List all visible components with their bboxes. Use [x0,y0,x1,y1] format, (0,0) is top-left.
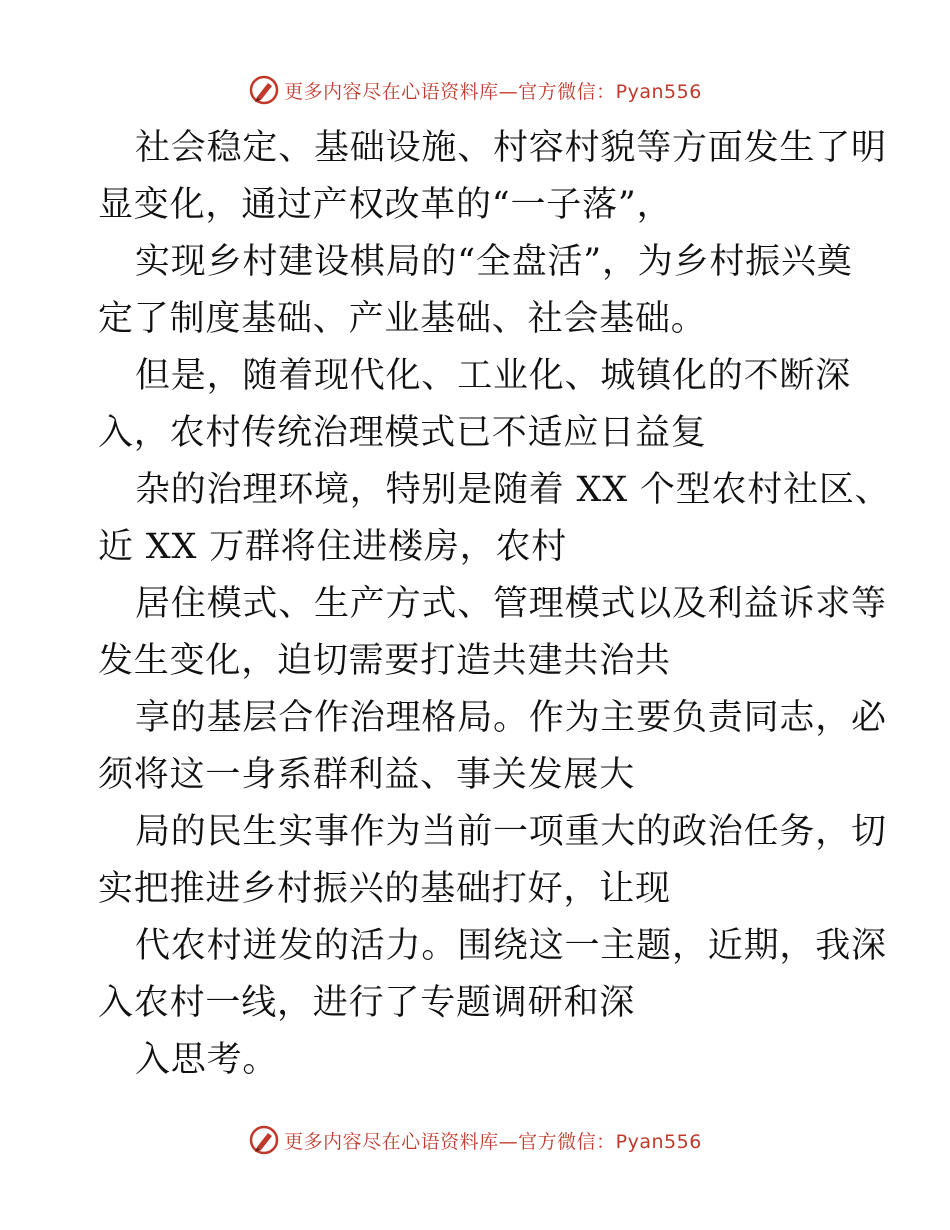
paragraph [98,918,887,1032]
header-banner-text: 更多内容尽在心语资料库—官方微信：Pyan556 [284,80,702,103]
paragraph-line: 居住模式、生产方式、管理模式以及利益诉求等 [135,584,887,624]
paragraph-line: 发生变化，迫切需要打造共建共治共 [98,641,671,681]
paragraph-line: 杂的治理环境，特别是随着 XX 个型农村社区、 [135,470,891,510]
paragraph-line: 享的基层合作治理格局。作为主要负责同志，必 [135,698,887,738]
paragraph-line: 定了制度基础、产业基础、社会基础。 [98,299,707,339]
header-banner [0,70,950,110]
paragraph [98,234,858,348]
paragraph-line: 实把推进乡村振兴的基础打好，让现 [98,869,671,909]
paragraph [98,690,887,804]
paragraph-line: 近 XX 万群将住进楼房，农村 [98,527,568,567]
footer-banner [0,1120,950,1160]
paragraph-line: 社会稳定、基础设施、村容村貌等方面发生了明 [135,128,887,168]
paragraph [98,348,858,462]
paragraph-line: 入思考。 [135,1040,279,1080]
paragraph [98,576,887,690]
paragraph-line: 入农村一线，进行了专题调研和深 [98,983,636,1023]
paragraph-line: 代农村迸发的活力。围绕这一主题，近期，我深 [135,926,887,966]
paragraph [98,804,887,918]
document-body [98,120,891,1089]
pen-logo-icon [248,1124,280,1156]
footer-banner-text: 更多内容尽在心语资料库—官方微信：Pyan556 [284,1130,702,1153]
paragraph [98,1032,858,1089]
paragraph [98,462,891,576]
paragraph [98,120,887,234]
paragraph-line: 局的民生实事作为当前一项重大的政治任务，切 [135,812,887,852]
paragraph-line: 实现乡村建设棋局的“全盘活”，为乡村振兴奠 [135,242,853,282]
paragraph-line: 但是，随着现代化、工业化、城镇化的不断深 [135,356,852,396]
paragraph-line: 入，农村传统治理模式已不适应日益复 [98,413,707,453]
paragraph-line: 显变化，通过产权改革的“一子落”， [98,185,673,225]
paragraph-line: 须将这一身系群利益、事关发展大 [98,755,636,795]
pen-logo-icon [248,74,280,106]
